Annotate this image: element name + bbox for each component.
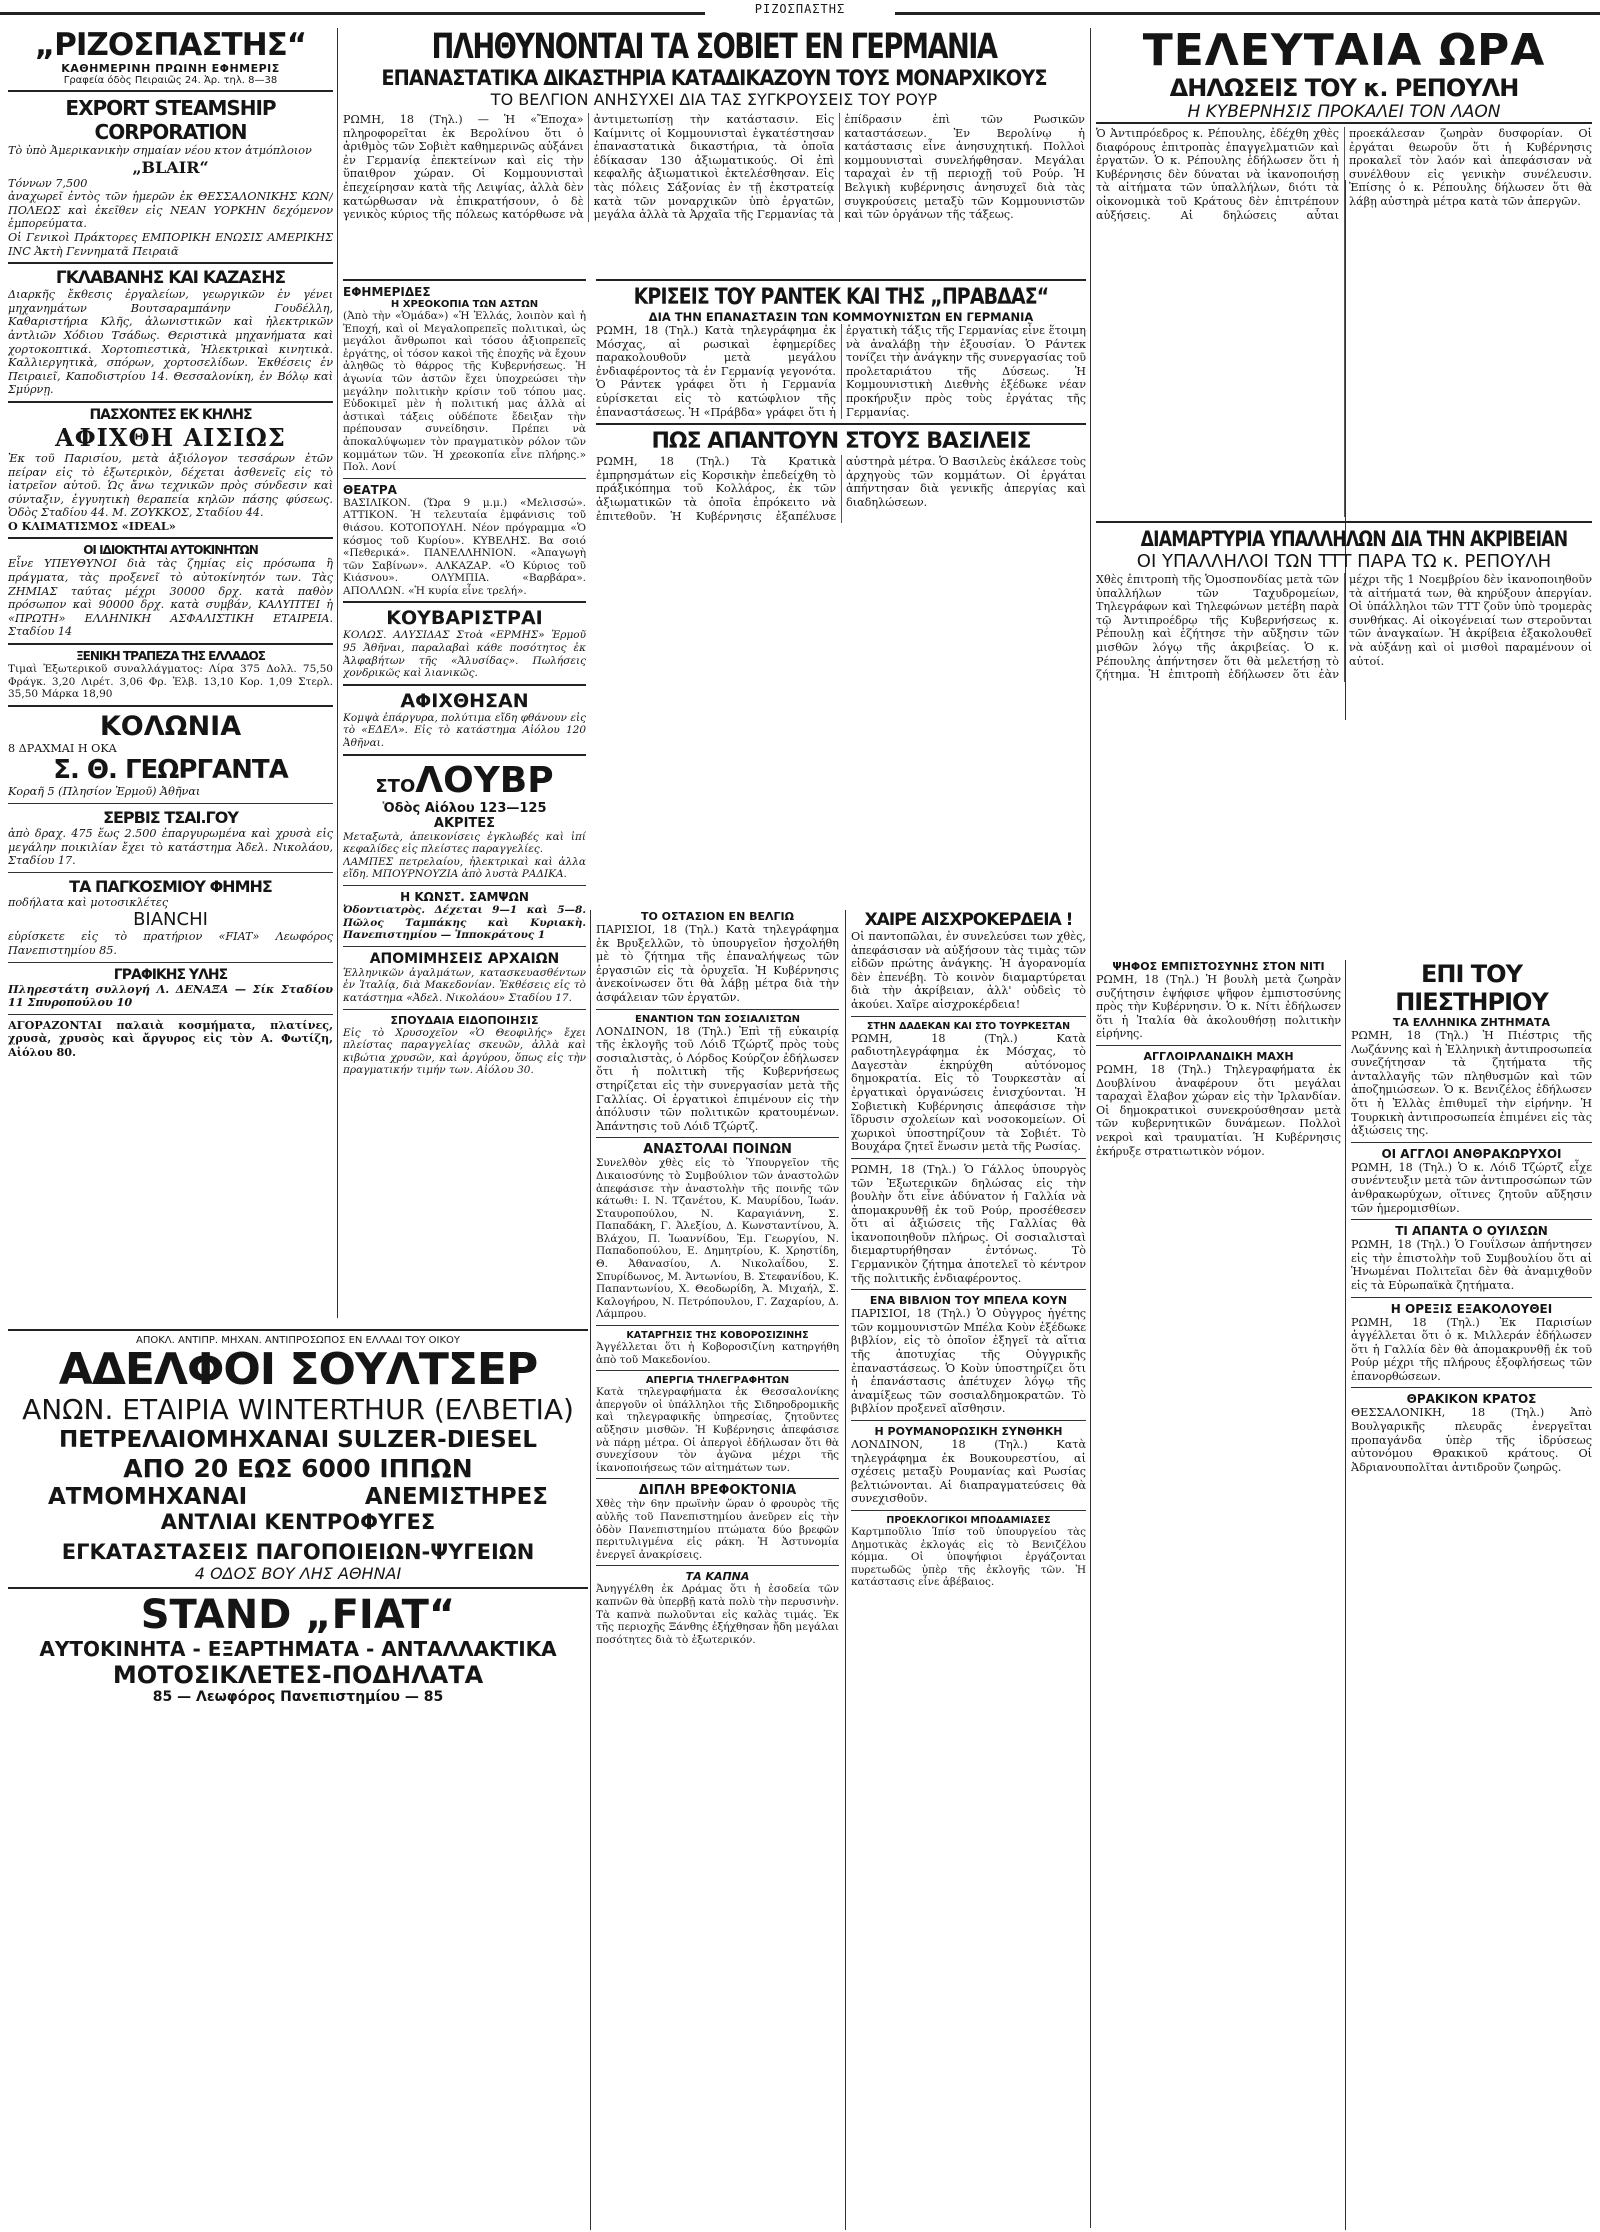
column-3 (596, 910, 839, 2230)
theatra-text: ΒΑΣΙΛΙΚΟΝ. (Ὥρα 9 μ.μ.) «Μελισσώ». ΑΤΤΙΚΟΝ. Ἡ τελευταία ἐμφάνισις τοῦ θιάσου. ΚΟΤΟΠΟΥΛΗ. Νέον πρόγραμμα «Ὁ κόσμος τοῦ Κυρίου». ΚΥΒΕΛΗΣ. Βα σοιό «Πεθερικά». ΠΑΝΕΛΛΗΝΙΟΝ. «Ἀπαγωγὴ τῶν Σαβίνων». ΑΛΚΑΖΑΡ. «Ὁ Κύριος τοῦ Κιάσνου». ΟΛΥΜΠΙΑ. «Βαρβάρα». ΑΠΟΛΛΩΝ. «Ἡ κυρία εἶνε τρελή». (343, 496, 586, 597)
fiat-address: 85 — Λεωφόρος Πανεπιστημίου — 85 (152, 1689, 444, 1705)
asf-title: ΟΙ ΙΔΙΟΚΤΗΤΑΙ ΑΥΤΟΚΙΝΗΤΩΝ (83, 543, 258, 558)
steam: ΑΤΜΟΜΗΧΑΝΑΙ (48, 1484, 248, 1510)
basileis-title: ΠΩΣ ΑΠΑΝΤΟΥΝ ΣΤΟΥΣ ΒΑΣΙΛΕΙΣ (651, 429, 1031, 455)
serbis-text: ἀπὸ δραχ. 475 ἕως 2.500 ἐπαργυρωμένα καὶ χρυσὰ εἰς μεγάλην ποικιλίαν ἔχει τὸ κατάστημα Ἀδελ. Νικολάου, Σταδίου 17. (8, 827, 333, 868)
louvre-addr: Ὁδὸς Αἰόλου 123—125 (382, 800, 547, 816)
ephem-title: ΕΦΗΜΕΡΙΔΕΣ (343, 285, 431, 299)
andr-title: ΟΙ ΑΓΓΛΟΙ ΑΝΘΡΑΚΩΡΥΧΟΙ (1381, 1146, 1562, 1161)
column-3-top (596, 275, 1086, 775)
export-text: Τὸ ὑπὸ Ἀμερικανικὴν σημαίαν νέου κτον ἀτμόπλοιον (8, 144, 312, 157)
thrak-text: ΘΕΣΣΑΛΟΝΙΚΗ, 18 (Τηλ.) Ἀπὸ Βουλγαρικῆς πλευρᾶς ἐνεργεῖται προπαγάνδα ὑπὲρ τῆς ἱδρύσεως αὐτονόμου Θρακικοῦ κράτους. Οἱ Ἀδριανουπολῖται ἀντιδροῦν ζωηρῶς. (1351, 1406, 1592, 1474)
piest-sub: ΤΑ ΕΛΛΗΝΙΚΑ ΖΗΤΗΜΑΤΑ (1392, 1016, 1551, 1029)
piest-title: ΕΠΙ ΤΟΥ ΠΙΕΣΤΗΡΙΟΥ (1395, 960, 1548, 1016)
apomimiseis-text: Ἑλληνικῶν ἀγαλμάτων, κατασκευασθέντων ἐν Ἰταλίᾳ, διὰ Μακεδονίαν. Ἐκθέσεις εἰς τὸ κατάστημα «Ἀδελ. Νικολάου» Σταδίου 17. (343, 966, 586, 1004)
bank-title: ΞΕΝΙΚΗ ΤΡΑΠΕΖΑ ΤΗΣ ΕΛΛΑΔΟΣ (76, 649, 265, 664)
ephem-sub: Η ΧΡΕΟΚΟΠΙΑ ΤΩΝ ΑΣΤΩΝ (390, 299, 539, 310)
graphic-title: ΓΡΑΦΙΚΗΣ ΥΛΗΣ (113, 966, 228, 983)
crisis-title: ΚΡΙΣΕΙΣ ΤΟΥ ΡΑΝΤΕΚ ΚΑΙ ΤΗΣ „ΠΡΑΒΔΑΣ“ (633, 285, 1049, 310)
louvre-pre: ΣΤΟ (375, 775, 416, 797)
pasx-title: ΠΑΣΧΟΝΤΕΣ ΕΚ ΚΗΛΗΣ (89, 406, 252, 423)
masthead-title: ΡΙΖΟΣΠΑΣΤΗΣ (705, 2, 895, 16)
anastolai-title: ΑΝΑΣΤΟΛΑΙ ΠΟΙΝΩΝ (643, 1142, 792, 1158)
diplh-text: Χθὲς τὴν 6ην πρωϊνὴν ὥραν ὁ φρουρὸς τῆς αὐλῆς τοῦ Πανεπιστημίου ἀνεῦρεν εἰς τὴν ὁδὸν Πανεπιστημίου πτώματα δύο βρεφῶν περιτυλιγμένα εἰς ράκη. Ἡ Ἀστυνομία ἐνεργεῖ ἀνακρίσεις. (596, 1498, 839, 1561)
samfon-title: Η ΚΩΝΣΤ. ΣΑΜΨΩΝ (400, 890, 529, 904)
kolonia-title: ΚΟΛΩΝΙΑ (99, 710, 242, 742)
katargisi-text: Ἀγγέλλεται ὅτι ἡ Κοβοροσιζίνη κατηργήθη ἀπὸ τοῦ Μακεδονίου. (596, 1341, 839, 1366)
afixthi-title: ΑΦΙΧΘΗ ΑΙΣΙΩΣ (55, 422, 286, 452)
thrak-title: ΘΡΑΚΙΚΟΝ ΚΡΑΤΟΣ (1406, 1392, 1537, 1407)
apomimiseis-title: ΑΠΟΜΙΜΗΣΕΙΣ ΑΡΧΑΙΩΝ (369, 950, 560, 967)
oultason-text: ΡΩΜΗ, 18 (Τηλ.) Ὁ Γουΐλσων ἀπήντησεν εἰς τὴν ἐπιστολὴν τοῦ Συμβουλίου ὅτι αἱ Ἡνωμέναι Πολιτεῖαι δὲν θὰ ἀναμιχθοῦν εἰς τὰ Εὐρωπαϊκὰ ζητήματα. (1351, 1238, 1592, 1292)
bank-text: Τιμαὶ Ἐξωτερικοῦ συναλλάγματος: Λίρα 375 Δολλ. 75,50 Φράγκ. 3,20 Λιρέτ. 3,06 Φρ. Ἑλβ. 13,10 Κορ. 1,09 Στερλ. 35,50 Μάρκα 18,90 (8, 663, 333, 701)
export-ship: „BLAIR“ (132, 157, 209, 177)
andr-text: ΡΩΜΗ, 18 (Τηλ.) Ὁ κ. Λόιδ Τζώρτζ εἶχε συνέντευξιν μετὰ τῶν ἀντιπροσώπων τῶν ἀνθρακωρύχων, οἵτινες ζητοῦν αὔξησιν τῶν ἡμερομισθίων. (1351, 1160, 1592, 1215)
louvre-text: Μεταξωτὰ, ἀπεικονίσεις ἐγκλωβές καὶ ἰπί κεφαλίδες εἰς πλείστες παραγγελίες. (343, 830, 586, 856)
basileis-text: ΡΩΜΗ, 18 (Τηλ.) Τὰ Κρατικὰ ἐμπρησμάτων εἰς Κορσικὴν ἐπεδείχθη τὸ πράξικόπημα τοῦ Κολλάρος, ἐκ τῶν ἀξιωματικῶν τὰ ὁποῖα ἐπρόκειτο νὰ ἐπιτεθοῦν. Ἡ Κυβέρνησις ἐξαπέλυσε αὐστηρὰ μέτρα. Ὁ Βασιλεὺς ἐκάλεσε τοὺς ἀρχηγοὺς τῶν κομμάτων. Οἱ ἐργάται ἀπήντησαν διὰ γενικῆς ἀπεργίας καὶ διαδηλώσεων. (596, 455, 1086, 523)
fiat: STAND „FIAT“ (140, 1592, 456, 1638)
spoudaia-text: Εἰς τὸ Χρυσοχεῖον «Ὁ Θεοφιλής» ἔχει πλείστας παραγγελίας σκευῶν, ἀλλὰ καὶ κιβώτια χρυσῶν, καὶ ἀργύρου, ὅπως εἰς τὴν πραγματικήν τιμήν των. Αἰόλου 30. (343, 1026, 586, 1077)
agor-text: ΑΓΟΡΑΖΟΝΤΑΙ παλαιὰ κοσμήματα, πλατίνες, χρυσὰ, χρυσὸς καὶ ἄργυρος εἰς τὸν Α. Φωτίζη, Αἰόλου 80. (8, 1017, 333, 1059)
spoudaia-title: ΣΠΟΥΔΑΙΑ ΕΙΔΟΠΟΙΗΣΙΣ (390, 1013, 539, 1027)
masthead (0, 0, 1600, 24)
ice: ΕΓΚΑΤΑΣΤΑΣΕΙΣ ΠΑΓΟΠΟΙΕΙΩΝ-ΨΥΓΕΙΩΝ (61, 1540, 535, 1564)
column-rule (590, 910, 591, 2230)
apergia-title: ΑΠΕΡΓΙΑ ΤΗΛΕΓΡΑΦΗΤΩΝ (645, 1375, 790, 1387)
katargisi-title: ΚΑΤΑΡΓΗΣΙΣ ΤΗΣ ΚΟΒΟΡΟΣΙΖΙΝΗΣ (626, 1330, 809, 1342)
column-rule (845, 910, 846, 2230)
winterthur: ΑΝΩΝ. ΕΤΑΙΡΙΑ WINTERTHUR (ΕΛΒΕΤΙΑ) (22, 1393, 574, 1426)
lead-title: ΠΛΗΘΥΝΟΝΤΑΙ ΤΑ ΣΟΒΙΕΤ ΕΝ ΓΕΡΜΑΝΙΑ (431, 28, 997, 67)
rep-sub: Η ΚΥΒΕΡΝΗΣΙΣ ΠΡΟΚΑΛΕΙ ΤΟΝ ΛΑΟΝ (1096, 102, 1592, 124)
rouman-title: Η ΡΟΥΜΑΝΟΡΩΣΙΚΗ ΣΥΝΘΗΚΗ (874, 1425, 1063, 1438)
right-lower-right (1351, 960, 1592, 2230)
theatra-title: ΘΕΑΤΡΑ (343, 482, 397, 497)
pumps: ΑΝΤΛΙΑΙ ΚΕΝΤΡΟΦΥΓΕΣ (160, 1510, 436, 1534)
lead-story (343, 28, 1085, 273)
bottom-ads (8, 1325, 588, 2230)
angl-text: ΡΩΜΗ, 18 (Τηλ.) Τηλεγραφήματα ἐκ Δουβλίνου ἀναφέρουν ὅτι μεγάλαι ταραχαὶ ἔλαβον χώραν εἰς τὴν Ἰρλανδίαν. Οἱ δημοκρατικοὶ συνεκρούσθησαν μετὰ τῶν κυβερνητικῶν δυνάμεων. Πολλοὶ νεκροὶ καὶ τραυματίαι. Ἡ Κυβέρνησις ἐκήρυξε στρατιωτικὸν νόμον. (1096, 1062, 1341, 1158)
niti-text: ΡΩΜΗ, 18 (Τηλ.) Ἡ βουλὴ μετὰ ζωηρὰν συζήτησιν ἐψήφισε ψῆφον ἐμπιστοσύνης πρὸς τὴν Κυβέρνησιν. Ὁ κ. Νίτι ἐδήλωσεν ὅτι ἡ Ἰταλία θὰ ἀκολουθήσῃ πολιτικὴν εἰρήνης. (1096, 973, 1341, 1041)
kouvaristrai-title: ΚΟΥΒΑΡΙΣΤΡΑΙ (386, 607, 543, 630)
asf-text: Εἶνε ΥΠΕΥΘΥΝΟΙ διὰ τὰς ζημίας εἰς πρόσωπα ἢ πράγματα, τὰς προξενεῖ τὸ αὐτοκίνητόν των. Τὰς ΖΗΜΙΑΣ ταύτας μέχρι 30000 δρχ. κατὰ παθὸν πρόσωπον καὶ 90000 δρχ. κατὰ συμβάν, ΚΑΛΥΠΤΕΙ ἡ «ΠΡΩΤΗ» ΕΛΛΗΝΙΚΗ ΑΣΦΑΛΙΣΤΙΚΗ ΕΤΑΙΡΕΙΑ. Σταδίου 14 (8, 557, 333, 639)
column-rule (1090, 28, 1091, 2228)
lead-sub1: ΕΠΑΝΑΣΤΑΤΙΚΑ ΔΙΚΑΣΤΗΡΙΑ ΚΑΤΑΔΙΚΑΖΟΥΝ ΤΟΥΣ ΜΟΝΑΡΧΙΚΟΥΣ (381, 66, 1047, 90)
export-sign: Οἱ Γενικοὶ Πράκτορες ΕΜΠΟΡΙΚΗ ΕΝΩΣΙΣ ΑΜΕΡΙΚΗΣ INC Ἀκτὴ Γεννηματᾶ Πειραιᾶ (8, 230, 333, 258)
hp: ΑΠΟ 20 ΕΩΣ 6000 ΙΠΠΩΝ (123, 1454, 473, 1483)
afixthisan-title: ΑΦΙΧΘΗΣΑΝ (400, 689, 529, 712)
machinery-row (8, 1484, 588, 1510)
kouk-title: ΕΝΑ ΒΙΒΛΙΟΝ ΤΟΥ ΜΠΕΛΑ ΚΟΥΝ (869, 1294, 1068, 1308)
famous-sub: ποδήλατα καὶ μοτοσικλέτες (8, 895, 169, 909)
right-top (1096, 28, 1592, 928)
glav-title: ΓΚΛΑΒΑΝΗΣ ΚΑΙ ΚΑΖΑΣΗΣ (55, 268, 286, 289)
rep-title: ΔΗΛΩΣΕΙΣ ΤΟΥ κ. ΡΕΠΟΥΛΗ (1169, 74, 1519, 102)
diplh-title: ΔΙΠΛΗ ΒΡΕΦΟΚΤΟΝΙΑ (638, 1483, 797, 1499)
niti-title: ΨΗΦΟΣ ΕΜΠΙΣΤΟΣΥΝΗΣ ΣΤΟΝ ΝΙΤΙ (1112, 960, 1325, 973)
kolonia-sub: 8 ΔΡΑΧΜΑΙ Η ΟΚΑ (8, 741, 117, 755)
soultser-address: 4 ΟΔΟΣ ΒΟΥ ΛΗΣ ΑΘΗΝΑΙ (194, 1564, 402, 1583)
moto: ΜΟΤΟΣΙΚΛΕΤΕΣ-ΠΟΔΗΛΑΤΑ (112, 1661, 484, 1689)
lead-text: ΡΩΜΗ, 18 (Τηλ.) — Ἡ «Ἔποχα» πληροφορεῖται ἐκ Βερολίνου ὅτι ὁ ἀριθμὸς τῶν Σοβιὲτ καθημερινῶς αὐξάνει ἐν Γερμανίᾳ ἐπεκτείνων καὶ εἰς τὴν ὕπαιθρον χώραν. Οἱ Κομμουνισταὶ ἐπεχείρησαν κατὰ τῆς Λειψίας, ἀλλὰ δὲν κατώρθωσαν νὰ ἐπικρατήσουν, ὁ δὲ γενικὸς κύριος τῆς πόλεως κατόρθωσε νὰ ἀντιμετωπίσῃ τὴν κατάστασιν. Εἰς Καίμνιτς οἱ Κομμουνισταὶ ἐγκατέστησαν ἐπαναστατικὰ δικαστήρια, τὰ ὁποῖα ἐδίκασαν 130 ἀξιωματικούς. Οἱ ἐπὶ κεφαλῆς ἀξιωματικοὶ ἐκτελέσθησαν. Εἰς τὰς πόλεις Σάξονίας ἐν τῇ ἐκστρατείᾳ κατὰ τῶν μοναρχικῶν ὑπὸ ἐργατῶν, μεγάλα ἀλλὰ τὰ Ἀρχαῖα τῆς Γερμανίας τὰ ἐπίδρασιν ἐπὶ τῶν Ρωσικῶν καταστάσεων. Ἐν Βερολίνῳ ἡ κατάστασις εἶνε ἀνησυχητική. Πολλοὶ κομμουνισταὶ συνελήφθησαν. Μεγάλαι ταραχαὶ ἐν τῇ περιοχῇ τοῦ Ρούρ. Ἡ Βελγικὴ κυβέρνησις ἀνησυχεῖ διὰ τὰς συγκρούσεις μεταξὺ τῶν Κομμουνιστῶν καὶ τῶν ὀργάνων τῆς τάξεως. (343, 113, 1085, 222)
ephem-text: (Ἀπὸ τὴν «Ὁμάδα») «Ἡ Ἑλλάς, λοιπὸν καὶ ἡ Ἐποχή, καὶ οἱ Μεγαλοπρεπεῖς πολιτικαὶ, ὡς μεγάλοι ἄνθρωποι καὶ τόσου ἀξιοπρεπεῖς ἐργάτης, οἱ τόσον κακοὶ τῆς ἐποχῆς νὰ ἔχουν ἀληθῶς τὸ θάρρος τῆς Κυβερνήσεως. Ἡ ἀγωνία τῶν ἀστῶν ἔχει ὑποχρεώσει τὴν μεγάλην πολιτικὴν κρίσιν τοῦ τόπου μας. Εὐδοκιμεῖ μὲν ἡ πολιτική μας ἀλλὰ αἱ ἀστικαὶ τάξεις οὐδέποτε ἔδειξαν τὴν πρέπουσαν συνείδησιν. Πρέπει νὰ ἀποκαλύψωμεν τὸν πραγματικὸν ρόλον τῶν κομμάτων τῶν. Ἡ χρεοκοπία εἶνε πλήρης.» Πολ. Λονί (343, 310, 586, 474)
oreksi-text: ΡΩΜΗ, 18 (Τηλ.) Ἐκ Παρισίων ἀγγέλλεται ὅτι ὁ κ. Μιλλεράν ἐδήλωσεν ὅτι ἡ Γαλλία δὲν θὰ ἀπομακρυνθῇ ἐκ τοῦ Ρούρ μέχρι τῆς πλήρους ἐξοφλήσεως τῶν ἐπανορθώσεων. (1351, 1315, 1592, 1383)
famous-title: ΤΑ ΠΑΓΚΟΣΜΙΟΥ ΦΗΜΗΣ (69, 876, 272, 896)
proeks-title: ΠΡΟΕΚΛΟΓΙΚΟΙ ΜΠΟΔΑΜΙΑΣΕΣ (886, 1514, 1051, 1526)
bianchi: BIANCHI (133, 909, 208, 931)
fans: ΑΝΕΜΙΣΤΗΡΕΣ (364, 1484, 548, 1510)
apergia-text: Κατὰ τηλεγραφήματα ἐκ Θεσσαλονίκης ἀπεργοῦν οἱ ὑπάλληλοι τῆς Σιδηροδρομικῆς καὶ τηλεγραφικῆς ὑπηρεσίας, ζητοῦντες αὔξησιν μισθῶν. Ἡ Κυβέρνησις ἀπεφάσισε νὰ πάρῃ μέτρα. Οἱ ἀπεργοὶ ἐδήλωσαν ὅτι θὰ συνεχίσουν τὸν ἀγῶνα μέχρι τῆς ἱκανοποιήσεως τῶν αἰτημάτων των. (596, 1386, 839, 1474)
column-4 (851, 910, 1086, 2230)
ostend-title: ΤΟ ΟΣΤΑΣΙΟΝ ΕΝ ΒΕΛΓΙΩ (641, 910, 794, 923)
right-lower-left (1096, 960, 1341, 2230)
kapna-text: Ἀνηγγέλθη ἐκ Δράμας ὅτι ἡ ἐσοδεία τῶν καπνῶν θὰ ὑπερβῇ κατὰ πολὺ τὴν περυσινὴν. Τὰ καπνὰ πωλοῦνται εἰς καλὰς τιμάς. Ἐκ τῆς περιοχῆς Ξάνθης ἐξήχθησαν ἤδη μεγάλαι ποσότητες διὰ τὸ ἐξωτερικόν. (596, 1583, 839, 1646)
crisis-text: ΡΩΜΗ, 18 (Τηλ.) Κατὰ τηλεγράφημα ἐκ Μόσχας, αἱ ρωσικαὶ ἐφημερίδες παρακολουθοῦν μετὰ μεγάλου ἐνδιαφέροντος τὰ ἐν Γερμανίᾳ γεγονότα. Ὁ Ράντεκ γράφει ὅτι ἡ Γερμανία εὑρίσκεται εἰς τὸ κατώφλιον τῆς ἐπαναστάσεως. Ἡ «Πράβδα» γράφει ὅτι ἡ ἐργατικὴ τάξις τῆς Γερμανίας εἶνε ἕτοιμη νὰ ἀναλάβῃ τὴν ἐξουσίαν. Ὁ Ράντεκ τονίζει τὴν ἀνάγκην τῆς συνεργασίας τοῦ προλεταριάτου τῆς Δύσεως. Ἡ Κομμουνιστικὴ Διεθνὴς ἐξέδωκε νέαν προκήρυξιν πρὸς τοὺς ἐργάτας τῆς Γερμανίας. (596, 324, 1086, 419)
serbis-title: ΣΕΡΒΙΣ ΤΣΑΙ.ΓΟΥ (103, 808, 238, 827)
left-column (8, 28, 333, 1318)
georganta: Σ. Θ. ΓΕΩΡΓΑΝΤΑ (53, 755, 288, 786)
diam-title: ΔΙΑΜΑΡΤΥΡΙΑ ΥΠΑΛΛΗΛΩΝ ΔΙΑ ΤΗΝ ΑΚΡΙΒΕΙΑΝ (1140, 527, 1568, 551)
angl-title: ΑΓΓΛΟΙΡΛΑΝΔΙΚΗ ΜΑΧΗ (1143, 1049, 1294, 1063)
afixthisan-text: Κομψὰ ἐπάργυρα, πολύτιμα εἴδη φθάνουν εἰς τὸ «ΕΔΕΛ». Εἰς τὸ κατάστημα Αἰόλου 120 Ἀθῆναι. (343, 711, 586, 750)
column-rule (1345, 960, 1346, 2230)
georganta-addr: Κοραῆ 5 (Πλησίον Ἐρμοῦ) Ἀθῆναι (8, 785, 201, 799)
soultser-pre: ΑΠΟΚΛ. ΑΝΤΙΠΡ. ΜΗΧΑΝ. ΑΝΤΙΠΡΟΣΩΠΟΣ ΕΝ ΕΛΛΑΔΙ ΤΟΥ ΟΙΚΟΥ (135, 1335, 460, 1346)
sosial-text: ΛΟΝΔΙΝΟΝ, 18 (Τηλ.) Ἐπὶ τῇ εὐκαιρίᾳ τῆς ἐκλογῆς τοῦ Λόιδ Τζώρτζ πρὸς τοὺς σοσιαλιστὰς, ὁ Λόρδος Κούρζον ἐδήλωσεν ὅτι ἡ πολιτικὴ τῆς Κυβερνήσεως στηρίζεται εἰς τὴν συνεργασίαν μετὰ τῆς Γαλλίας. Οἱ ἐργατικοὶ ἐπιμένουν εἰς τὴν ἀπόλυσιν τῶν πολιτικῶν κρατουμένων. Ἀπάντησις τοῦ Λόιδ Τζώρτζ. (596, 1024, 839, 1133)
sosial-title: ΕΝΑΝΤΙΟΝ ΤΩΝ ΣΟΣΙΑΛΙΣΤΩΝ (635, 1013, 800, 1025)
kouk-text: ΠΑΡΙΣΙΟΙ, 18 (Τηλ.) Ὁ Οὐγγρος ἡγέτης τῶν κομμουνιστῶν Μπέλα Κοὺν ἐξέδωκε βιβλίον, εἰς τὸ ὁποῖον ἐξηγεῖ τὰ αἴτια τῆς ἀποτυχίας τῆς Οὐγγρικῆς ἐπαναστάσεως. Ὁ Κοὺν ὑποστηρίζει ὅτι ἡ ἐπανάστασις ἀπέτυχεν λόγῳ τῆς ἀναμίξεως τῶν σοσιαλδημοκρατῶν. Τὸ βιβλίον προξενεῖ αἴσθησιν. (851, 1307, 1086, 1416)
paper-subtitle: ΚΑΘΗΜΕΡΙΝΗ ΠΡΩΙΝΗ ΕΦΗΜΕΡΙΣ (61, 62, 280, 75)
afixthi-text: Ἐκ τοῦ Παρισίου, μετὰ ἀξιόλογον τεσσάρων ἐτῶν πείραν εἰς τὸ ἐξωτερικὸν, δέχεται ἀσθενεῖς εἰς τὸ ἰατρεῖον αὐτοῦ. Ὡς ἄνω τεχνικῶν πρὸς σύνδεσιν καὶ σύνταξιν, ἐγγυητικὴ θεραπεία κηλῶν πάσης φύσεως. Ὁδὸς Σταδίου 44. Μ. ΖΟΥΚΚΟΣ, Σταδίου 44. (8, 451, 333, 520)
proeks-text: Καρτμποῦλιο Ἰπίσ τοῦ ὑπουργείου τὰς Δημοτικὰς ἐκλογάς εἰς τὸ Βενιζέλου κόμμα. Οἱ ὑποψήφιοι ἐργάζονται πυρετωδῶς ὑπὲρ τῆς ἐκλογῆς τῶν. Ἡ κατάστασις εἶνε ἀβέβαιος. (851, 1525, 1086, 1589)
anastolai-text: Συνελθὸν χθὲς εἰς τὸ Ὑπουργεῖον τῆς Δικαιοσύνης τὸ Συμβούλιον τῶν ἀναστολῶν ἀπεφάσισε τὴν ἀναστολὴν τῆς ποινῆς τῶν κάτωθι: Ι. Ν. Τζανέτου, Κ. Μαυρίδου, Ἰωάν. Σταυροπούλου, Ν. Καραγιάννη, Σ. Παπαδάκη, Γ. Ἀλεξίου, Δ. Κωνσταντίνου, Ἀ. Βλάχου, Π. Ἰωαννίδου, Ἐμ. Γεωργίου, Ν. Παπαδοπούλου, Ε. Δημητρίου, Κ. Χρηστίδη, Θ. Ἀθανασίου, Λ. Νικολαΐδου, Σ. Σπυρίδωνος, Μ. Ἀντωνίου, Β. Στεφανίδου, Κ. Παπαντωνίου, Χ. Θεοδωρίδη, Ἀ. Μιχαήλ, Σ. Καλογήρου, Ν. Πετρόπουλου, Γ. Ζαχαρίου, Δ. Λάμπρου. (596, 1157, 839, 1321)
piest-text: ΡΩΜΗ, 18 (Τηλ.) Ἡ Πιέστρις τῆς Λωζάννης καὶ ἡ Ἑλληνικὴ ἀντιπροσωπεία συνεζήτησαν τὰ ζητήματα τῆς ἀνταλλαγῆς τῶν πληθυσμῶν καὶ τῶν ἀποζημιώσεων. Ὁ κ. Βενιζέλος ἐδήλωσεν ὅτι ἡ Ἑλλὰς ἐπιθυμεῖ τὴν εἰρήνην. Ἡ Τουρκικὴ ἀντιπροσωπεία ἐπιμένει εἰς τὰς ἀξιώσεις της. (1351, 1029, 1592, 1138)
export-text2: ἀναχωρεῖ ἐντὸς τῶν ἡμερῶν ἐκ ΘΕΣΣΑΛΟΝΙΚΗΣ ΚΩΝ/ΠΟΛΕΩΣ καὶ ἐκεῖθεν εἰς ΝΕΑΝ ΥΟΡΚΗΝ δεχόμενον ἐμπορεύματα. (8, 190, 333, 231)
ruhr-title: ΣΤΗΝ ΔΑΔΕΚΑΝ ΚΑΙ ΣΤΟ ΤΟΥΡΚΕΣΤΑΝ (866, 1020, 1071, 1032)
oultason-title: ΤΙ ΑΠΑΝΤΑ Ο ΟΥΙΛΣΩΝ (1395, 1224, 1548, 1239)
diam-text: Χθὲς ἐπιτροπὴ τῆς Ὁμοσπονδίας μετὰ τῶν ὑπαλλήλων τῶν Ταχυδρομείων, Τηλεγράφων καὶ Τηλεφώνων μετέβη παρὰ τῷ Ἀντιπροέδρῳ τῆς Κυβερνήσεως κ. Ρέπουλῃ καὶ ἐζήτησε τὴν αὔξησιν τῶν μισθῶν λόγῳ τῆς ἀκριβείας. Ὁ κ. Ρέπουλης ἀπήντησεν ὅτι θὰ μελετήσῃ τὸ ζήτημα. Ἡ ἐπιτροπὴ ἐδήλωσεν ὅτι ἐὰν μέχρι τῆς 1 Νοεμβρίου δὲν ἱκανοποιηθοῦν τὰ αἰτήματά των, θὰ κηρύξουν ἀπεργίαν. Οἱ ὑπάλληλοι τῶν ΤΤΤ ζοῦν ὑπὸ τρομερὰς συνθήκας. Αἱ οἰκογένειαί των στεροῦνται τῶν ἀναγκαίων. Ἡ ἀκρίβεια ἐξακολουθεῖ νὰ αὐξάνῃ καὶ οἱ μισθοὶ παραμένουν οἱ αὐτοί. (1096, 573, 1592, 682)
banner: ΤΕΛΕΥΤΑΙΑ ΩΡΑ (1142, 28, 1546, 76)
export-tons: Τόννων 7,500 (8, 176, 88, 190)
paper-name: „ΡΙΖΟΣΠΑΣΤΗΣ“ (34, 28, 307, 63)
rep-text: Ὁ Ἀντιπρόεδρος κ. Ρέπουλης, ἐδέχθη χθὲς διαφόρους ἐπιτροπὰς ἐπαγγελματιῶν καὶ ἐργατῶν. Ὁ κ. Ρέπουλης ἐδήλωσεν ὅτι ἡ Κυβέρνησις δὲν δύναται νὰ ἱκανοποιήσῃ τὰ αἰτήματα τῶν ὑπαλλήλων, διότι τὰ οἰκονομικὰ τοῦ Κράτους δὲν ἐπιτρέπουν αὐξήσεις. Αἱ δηλώσεις αὗται προεκάλεσαν ζωηρὰν δυσφορίαν. Οἱ ἐργάται θεωροῦν ὅτι ἡ Κυβέρνησις προκαλεῖ τὸν λαόν καὶ ἀπεφάσισαν νὰ συνέλθουν εἰς γενικὴν συνέλευσιν. Ἐπίσης ὁ κ. Ρέπουλης δήλωσεν ὅτι θὰ λάβῃ αὐστηρὰ μέτρα κατὰ τῶν ἀπεργῶν. (1096, 127, 1592, 222)
paper-address: Γραφεία όδὸς Πειραιῶς 24. Ἀρ. τηλ. 8—38 (63, 75, 278, 86)
louvre-sub: ΑΚΡΙΤΕΣ (433, 815, 496, 831)
glav-text: Διαρκῆς ἔκθεσις ἐργαλείων, γεωργικῶν ἐν γένει μηχανημάτων Βουτσαραμπάνην Γουδέλλη, Καθαριστήρια Κλῆς, ἀλωνιστικῶν καὶ ἠλεκτρικῶν ἀντλιῶν Χόδιου Τσάδως. Θεριστικὰ μηχανήματα καὶ χορτοκοπτικά. Χορτοπιεστικὰ, Ἠλεκτρικαὶ κινητικὰ. Καλλιεργητικὰ, σπόρων, χορτοσελίδων. Ἐκθέσεις ἐν Πειραιεῖ, Καποδιστρίου 14. Θεσσαλονίκη, ἐν Βόλῳ καὶ Σμύρνῃ. (8, 288, 333, 397)
export-title: EXPORT STEAMSHIP CORPORATION (65, 96, 276, 144)
rwmh-text: ΡΩΜΗ, 18 (Τηλ.) Ὁ Γάλλος ὑπουργὸς τῶν Ἐξωτερικῶν δηλώσας εἰς τὴν βουλὴν ὅτι εἶνε ἀδύνατον ἡ Γαλλία νὰ ἀπομακρυνθῇ ἐκ τοῦ Ρούρ, προσέθεσεν ὅτι αἱ ἀξιώσεις τῆς Γαλλίας θὰ ἰκανοποιηθοῦν πλήρως. Οἱ σοσιαλισταὶ διεμαρτυρήθησαν ἐντόνως. Τὸ Γερμανικὸν ζήτημα ἀποτελεῖ τὸ κέντρον τῆς πολιτικῆς ἐνδιαφέροντος. (851, 1162, 1086, 1285)
samfon-text: Ὀδοντιατρὸς. Δέχεται 9—1 καὶ 5—8. Πῶλος Ταμπάκης καὶ Κυριακὴ. Πανεπιστημίου — Ἱπποκράτους 1 (343, 904, 586, 942)
graphic-text: Πληρεστάτη συλλογή Λ. ΔΕΝΑΞΑ — Σίκ Σταδίου 11 Σπυροπούλου 10 (8, 981, 333, 1010)
ruhr-text: ΡΩΜΗ, 18 (Τηλ.) Κατὰ ραδιοτηλεγράφημα ἐκ Μόσχας, τὸ Δαγεστὰν ἐκηρύχθη αὐτόνομος δημοκρατία. Εἰς τὸ Τουρκεστὰν αἱ ἐργατικαὶ ὀργανώσεις ἐνισχύονται. Ἡ Σοβιετικὴ Κυβέρνησις ἀπεφάσισε τὴν ἵδρυσιν σχολείων καὶ νοσοκομείων. Οἱ χωρικοὶ ὑποστηρίζουν τὰ Σοβιέτ. Τὸ Βουχάρα ζητεῖ ἕνωσιν μετὰ τῆς Ρωσίας. (851, 1031, 1086, 1154)
fiat-sub: ΑΥΤΟΚΙΝΗΤΑ - ΕΞΑΡΤΗΜΑΤΑ - ΑΝΤΑΛΛΑΚΤΙΚΑ (39, 1637, 557, 1661)
louvre-heading (343, 760, 586, 801)
louvre-title: ΛΟΥΒΡ (415, 759, 554, 801)
lead-sub2: ΤΟ ΒΕΛΓΙΟΝ ΑΝΗΣΥΧΕΙ ΔΙΑ ΤΑΣ ΣΥΓΚΡΟΥΣΕΙΣ ΤΟΥ ΡΟΥΡ (490, 90, 938, 109)
column-2 (343, 275, 586, 1320)
column-rule (337, 28, 338, 1318)
ostend-text: ΠΑΡΙΣΙΟΙ, 18 (Τηλ.) Κατὰ τηλεγράφημα ἐκ Βρυξελλῶν, τὸ ὑπουργεῖον ἠσχολήθη μὲ τὸ ζήτημα τῆς ἐπαναλήψεως τῶν ἐργασιῶν εἰς τὰ ὀρυχεῖα. Ἡ Κυβέρνησις ἀνεκοίνωσεν ὅτι θὰ λάβῃ μέτρα διὰ τὴν ἀσφάλειαν τῶν ἐργατῶν. (596, 923, 839, 1004)
xaire-text: Οἱ παντοπῶλαι, ἐν συνελεύσει των χθὲς, ἀπεφάσισαν νὰ αὐξήσουν τὰς τιμὰς τῶν εἰδῶν πρώτης ἀνάγκης. Ἡ ἀγορανομία δὲν ἐπενέβη. Τὸ κοινὸν διαμαρτύρεται διὰ τὴν ἀκρίβειαν, ἀλλ' οὐδεὶς τὸ ἀκούει. Χαῖρε αἰσχροκέρδεια! (851, 930, 1086, 1011)
diam-sub: ΟΙ ΥΠΑΛΛΗΛΟΙ ΤΩΝ ΤΤΤ ΠΑΡΑ ΤΩ κ. ΡΕΠΟΥΛΗ (1136, 551, 1552, 572)
bianchi-text: εὑρίσκετε εἰς τὸ πρατήριον «FIAT» Λεωφόρος Πανεπιστημίου 85. (8, 930, 333, 957)
crisis-sub: ΔΙΑ ΤΗΝ ΕΠΑΝΑΣΤΑΣΙΝ ΤΩΝ ΚΟΜΜΟΥΝΙΣΤΩΝ ΕΝ ΓΕΡΜΑΝΙΑ (648, 310, 1034, 324)
oreksi-title: Η ΟΡΕΞΙΣ ΕΞΑΚΟΛΟΥΘΕΙ (1390, 1301, 1553, 1316)
soultser: ΑΔΕΛΦΟΙ ΣΟΥΛΤΣΕΡ (58, 1344, 538, 1395)
kapna-title: ΤΑ ΚΑΠΝΑ (685, 1570, 750, 1584)
xaire-title: ΧΑΙΡΕ ΑΙΣΧΡΟΚΕΡΔΕΙΑ ! (864, 910, 1073, 930)
diesel: ΠΕΤΡΕΛΑΙΟΜΗΧΑΝΑΙ SULZER-DIESEL (58, 1427, 538, 1453)
louvre-text2: ΛΑΜΠΕΣ πετρελαίου, ἠλεκτρικαὶ καὶ ἀλλα εἴδη. ΜΠΟΥΡΝΟΥΖΙΑ ἀπὸ λυστὰ ΡΑΔΙΚΑ. (343, 855, 586, 881)
ideal-line: Ο ΚΛΙΜΑΤΙΣΜΟΣ «IDEAL» (8, 518, 176, 533)
kouvaristrai-text: ΚΟΛΩΣ. ΑΛΥΣΙΔΑΣ Στοὰ «ΕΡΜΗΣ» Ἐρμοῦ 95 Ἀθῆναι, παραλαβαὶ κάθε ποσότητος ἐκ Ἀλφαβήτων τῆς «Ἀλυσίδας». Πωλήσεις χονδρικῶς καὶ λιανικῶς. (343, 629, 586, 680)
rouman-text: ΛΟΝΔΙΝΟΝ, 18 (Τηλ.) Κατὰ τηλεγράφημα ἐκ Βουκουρεστίου, αἱ σχέσεις μεταξὺ Ρουμανίας καὶ Ρωσίας βελτιώνονται. Αἱ διαπραγματεύσεις θὰ συνεχισθοῦν. (851, 1438, 1086, 1506)
